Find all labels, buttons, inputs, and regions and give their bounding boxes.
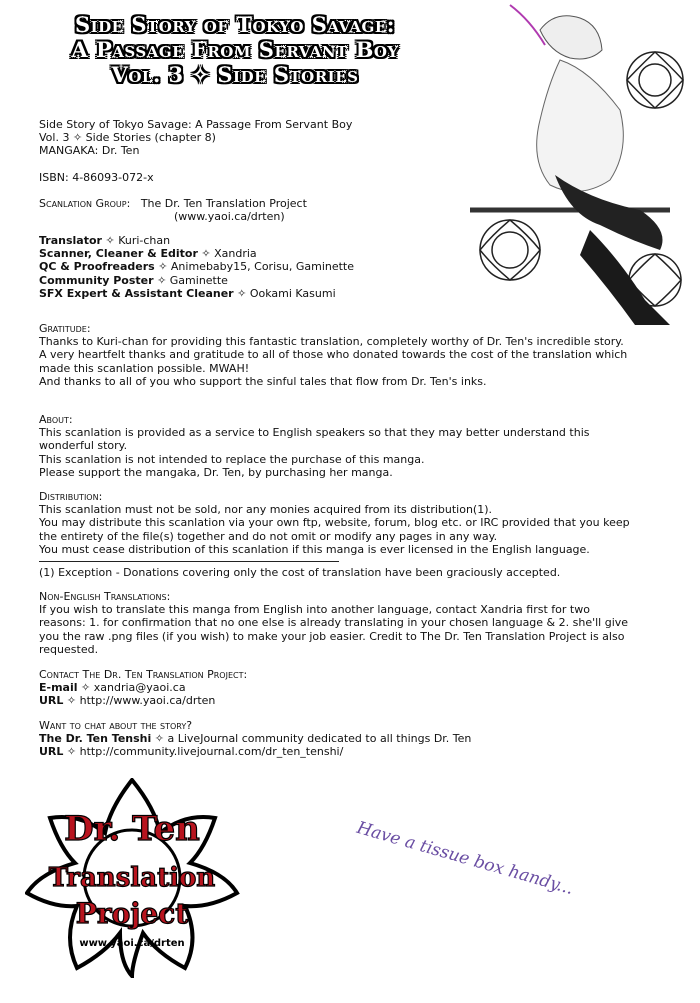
sparkle-icon: ✧ [81,681,91,695]
sparkle-icon: ✧ [157,273,167,287]
credit-row [39,247,354,260]
credit-role: Scanner, Cleaner & Editor [39,247,198,261]
footnote [39,566,639,579]
about-section [39,413,639,479]
email-link[interactable]: xandria@yaoi.ca [93,681,186,695]
gratitude-p1: Thanks to Kuri-chan for providing this fantastic translation, completely worthy of Dr. Ten's incredible story. [39,335,624,349]
contact-heading: Contact The Dr. Ten Translation Project: [39,668,248,681]
credit-role: QC & Proofreaders [39,260,155,274]
distribution-p2: You may distribute this scanlation via your own ftp, website, forum, blog etc. or IRC provided that you keep the entirety of the file(s) together and do not omit or modify any pages in any way. [39,516,630,543]
url-label: URL [39,694,64,708]
sparkle-icon: ✧ [105,234,115,247]
logo-line-2: Translation [48,863,216,893]
about-p3: Please support the mangaka, Dr. Ten, by purchasing her manga. [39,465,393,479]
email-label: E-mail [39,681,78,695]
group-name: The Dr. Ten Translation Project [140,196,307,210]
title-line-2: A Passage From Servant Boy [71,37,399,62]
page-title [0,12,470,87]
title-line-1: Side Story of Tokyo Savage: [74,12,396,37]
website-link[interactable]: http://www.yaoi.ca/drten [79,694,216,708]
credit-role: Translator [39,234,102,247]
non-english-p1: If you wish to translate this manga from English into another language, contact Xandria first for two reasons: 1. for confirmation that no one else is already translating in your chosen language & 2. she'll give you the raw .png files (if you wish) to make your job easier. Credit to The Dr. Ten Translation Project is also requested. [39,603,629,656]
distribution-p3: You must cease distribution of this scanlation if this manga is ever licensed in the English language. [39,542,590,556]
sparkle-icon: ✧ [201,247,211,261]
translation-project-logo [25,778,240,978]
title-line-3: Vol. 3 ✧ Side Stories [111,62,359,87]
distribution-section [39,490,639,556]
credit-name: Ookami Kasumi [249,286,336,300]
logo-line-3: Project [75,897,189,930]
credit-row [39,287,354,300]
info-line-3: MANGAKA: Dr. Ten [39,144,140,158]
logo-url: www.yaoi.ca/drten [79,938,185,949]
tagline: Have a tissue box handy... [354,818,576,900]
group-url: (www.yaoi.ca/drten) [174,210,285,224]
credit-row [39,234,354,247]
credit-row [39,274,354,287]
about-p2: This scanlation is not intended to replace the purchase of this manga. [39,452,425,466]
sparkle-icon: ✧ [66,745,77,759]
isbn: ISBN: 4-86093-072-x [39,170,154,184]
contact-section [39,668,247,708]
gratitude-p3: And thanks to all of you who support the sinful tales that flow from Dr. Ten's inks. [39,374,487,388]
about-p1: This scanlation is provided as a service to English speakers so that they may better understand this wonderful story. [39,426,590,453]
credits-list [39,234,354,300]
credit-role: Community Poster [39,273,154,287]
cover-illustration [470,0,700,325]
gratitude-heading: Gratitude: [39,322,91,335]
credit-role: SFX Expert & Assistant Cleaner [39,286,234,300]
gratitude-section [39,322,639,388]
sparkle-icon: ✧ [66,694,77,708]
distribution-heading: Distribution: [39,490,103,503]
footnote-divider [39,561,339,562]
gratitude-p2: A very heartfelt thanks and gratitude to all of those who donated towards the cost of the translation which made this scanlation possible. MWAH! [39,348,628,375]
info-line-2: Vol. 3 ✧ Side Stories (chapter 8) [39,131,216,145]
info-line-1: Side Story of Tokyo Savage: A Passage From Servant Boy [39,118,353,131]
community-link[interactable]: http://community.livejournal.com/dr_ten_tenshi/ [79,745,344,759]
logo-line-1: Dr. Ten [64,809,200,849]
credit-name: Animebaby15, Corisu, Gaminette [170,260,355,274]
book-info [39,118,352,223]
credit-name: Xandria [214,247,257,261]
url-label: URL [39,745,64,759]
sparkle-icon: ✧ [158,260,168,274]
chat-section [39,719,471,759]
credit-row [39,260,354,273]
footnote-text: (1) Exception - Donations covering only the cost of translation have been graciously accepted. [39,566,561,579]
about-heading: About: [39,413,73,426]
credit-name: Gaminette [169,273,228,287]
non-english-section [39,590,639,656]
sparkle-icon: ✧ [154,732,164,746]
distribution-p1: This scanlation must not be sold, nor any monies acquired from its distribution(1). [39,503,492,517]
non-english-heading: Non-English Translations: [39,590,171,603]
chat-heading: Want to chat about the story? [39,719,193,732]
community-label: The Dr. Ten Tenshi [39,732,152,746]
credit-name: Kuri-chan [118,234,171,247]
community-desc: a LiveJournal community dedicated to all things Dr. Ten [167,732,472,746]
group-label: Scanlation Group: [39,196,131,210]
sparkle-icon: ✧ [237,286,247,300]
